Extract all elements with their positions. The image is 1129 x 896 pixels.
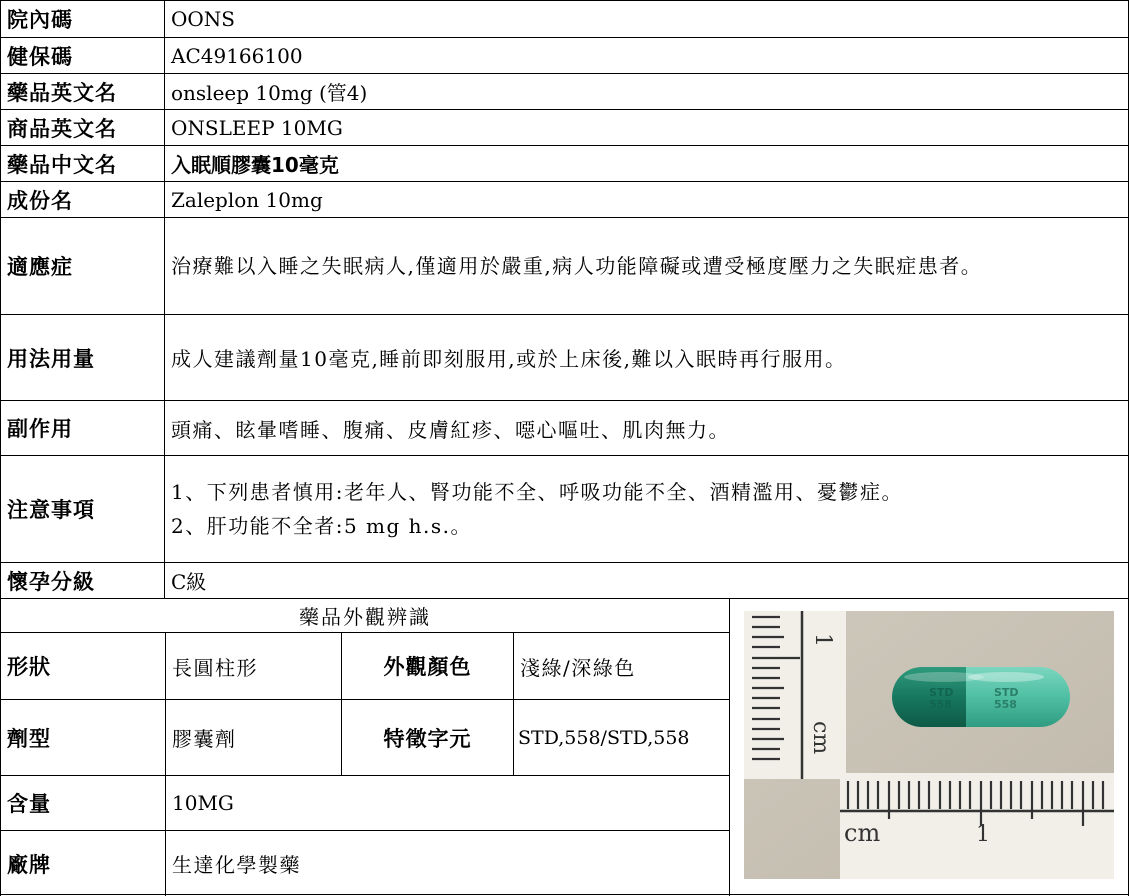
nhi-code-value: AC49166100 (165, 38, 1129, 73)
chinese-name-value: 入眠順膠囊10毫克 (165, 146, 1129, 181)
capsule (892, 667, 1070, 727)
dosage-form-value: 膠囊劑 (165, 699, 341, 775)
color-label: 外觀顏色 (341, 632, 513, 699)
brand-english-name-label: 商品英文名 (0, 110, 165, 145)
content-value: 10MG (165, 775, 729, 830)
shape-value: 長圓柱形 (165, 632, 341, 699)
precaution-line-1: 1、下列患者慎用:老年人、腎功能不全、呼吸功能不全、酒精濫用、憂鬱症。 (171, 480, 903, 504)
chinese-name-label: 藥品中文名 (0, 146, 165, 181)
hospital-code-label: 院內碼 (0, 1, 165, 37)
english-name-label: 藥品英文名 (0, 74, 165, 109)
horizontal-ruler-mark: 1 (976, 822, 990, 847)
appearance-header: 藥品外觀辨識 (0, 598, 729, 632)
row-english-name (0, 73, 1129, 109)
nhi-code-label: 健保碼 (0, 38, 165, 73)
brand-english-name-value: ONSLEEP 10MG (165, 110, 1129, 145)
indication-label: 適應症 (0, 218, 165, 314)
table-bottom-border (0, 894, 1129, 895)
capsule-photo (744, 611, 1114, 879)
row-ingredient (0, 181, 1129, 217)
side-effects-label: 副作用 (0, 401, 165, 455)
color-value: 淺綠/深綠色 (513, 632, 729, 699)
dosage-value: 成人建議劑量10毫克,睡前即刻服用,或於上床後,難以入眠時再行服用。 (165, 315, 1129, 400)
dosage-form-label: 劑型 (0, 699, 165, 775)
content-label: 含量 (0, 775, 165, 830)
row-pregnancy-category (0, 562, 1129, 598)
ingredient-value: Zaleplon 10mg (165, 182, 1129, 217)
row-nhi-code (0, 37, 1129, 73)
row-dosage (0, 314, 1129, 400)
marking-label: 特徵字元 (341, 699, 513, 775)
row-precautions (0, 455, 1129, 562)
english-name-value: onsleep 10mg (管4) (165, 74, 1129, 109)
capsule-imprint-line1: STD (994, 686, 1019, 699)
hospital-code-value: OONS (165, 1, 1129, 37)
row-indication (0, 217, 1129, 314)
capsule-imprint-dark-line2: 558 (929, 698, 952, 711)
manufacturer-label: 廠牌 (0, 830, 165, 896)
pregnancy-category-label: 懷孕分級 (0, 563, 165, 598)
precaution-line-2: 2、肝功能不全者:5 mg h.s.。 (171, 514, 473, 538)
row-side-effects (0, 400, 1129, 455)
side-effects-value: 頭痛、眩暈嗜睡、腹痛、皮膚紅疹、噁心嘔吐、肌肉無力。 (165, 401, 1129, 455)
capsule-imprint-line2: 558 (994, 698, 1017, 711)
pregnancy-category-value: C級 (165, 563, 1129, 598)
row-chinese-name (0, 145, 1129, 181)
precautions-value (165, 456, 1129, 562)
capsule-imprint-dark-line1: STD (929, 686, 954, 699)
precautions-label: 注意事項 (0, 456, 165, 562)
row-hospital-code (0, 0, 1129, 37)
row-brand-english-name (0, 109, 1129, 145)
dosage-label: 用法用量 (0, 315, 165, 400)
shape-label: 形狀 (0, 632, 165, 699)
horizontal-ruler-unit: cm (844, 819, 881, 847)
vertical-ruler-mark: 1 (810, 633, 835, 647)
ingredient-label: 成份名 (0, 182, 165, 217)
marking-value: STD,558/STD,558 (513, 699, 729, 775)
manufacturer-value: 生達化學製藥 (165, 830, 729, 896)
vertical-ruler-unit: cm (808, 721, 833, 755)
indication-value: 治療難以入睡之失眠病人,僅適用於嚴重,病人功能障礙或遭受極度壓力之失眠症患者。 (165, 218, 1129, 314)
